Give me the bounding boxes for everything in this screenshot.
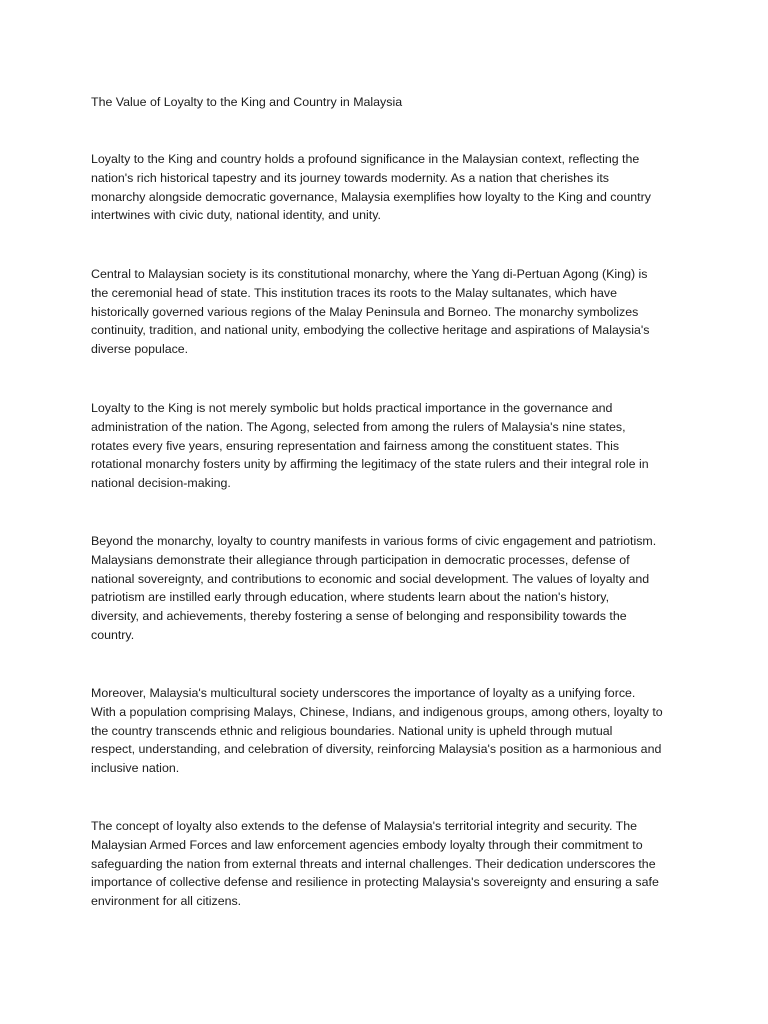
- paragraph-line: With a population comprising Malays, Chinese, Indians, and indigenous groups, among others, loyalty to: [91, 704, 663, 719]
- paragraph-line: safeguarding the nation from external threats and internal challenges. Their dedication underscores the: [91, 856, 656, 871]
- paragraph-constitutional-monarchy: [91, 265, 683, 359]
- paragraph-line: national sovereignty, and contributions to economic and social development. The values of loyalty and: [91, 571, 650, 586]
- paragraph-line: rotates every five years, ensuring representation and fairness among the constituent states. This: [91, 438, 620, 453]
- paragraph-loyalty-significance: [91, 150, 683, 225]
- paragraph-line: diversity, and achievements, thereby fostering a sense of belonging and responsibility towards the: [91, 609, 627, 624]
- paragraph-line: monarchy alongside democratic governance, Malaysia exemplifies how loyalty to the King and country: [91, 189, 651, 204]
- paragraph-line: inclusive nation.: [91, 761, 180, 776]
- document-title: The Value of Loyalty to the King and Country in Malaysia: [91, 95, 403, 109]
- paragraph-line: Malaysian Armed Forces and law enforcement agencies embody loyalty through their commitment to: [91, 837, 643, 852]
- paragraph-line: environment for all citizens.: [91, 894, 242, 909]
- paragraph-line: nation's rich historical tapestry and its journey towards modernity. As a nation that cherishes its: [91, 170, 609, 185]
- paragraph-line: Beyond the monarchy, loyalty to country manifests in various forms of civic engagement and patriotism.: [91, 534, 657, 548]
- paragraph-line: respect, understanding, and celebration of diversity, reinforcing Malaysia's position as a harmonious and: [91, 742, 662, 757]
- paragraph-line: Moreover, Malaysia's multicultural society underscores the importance of loyalty as a unifying force.: [91, 686, 636, 700]
- paragraph-line: the country transcends ethnic and religious boundaries. National unity is upheld through mutual: [91, 723, 613, 738]
- paragraph-line: Loyalty to the King and country holds a profound significance in the Malaysian context, reflecting the: [91, 152, 640, 166]
- paragraph-line: patriotism are instilled early through education, where students learn about the nation's history,: [91, 590, 610, 605]
- paragraph-line: Loyalty to the King is not merely symbolic but holds practical importance in the governance and: [91, 401, 613, 415]
- paragraph-line: Malaysians demonstrate their allegiance through participation in democratic processes, defense of: [91, 552, 630, 567]
- paragraph-line: continuity, tradition, and national unity, embodying the collective heritage and aspirations of Malaysia's: [91, 323, 650, 338]
- paragraph-line: diverse populace.: [91, 342, 189, 357]
- paragraph-multicultural-society: [91, 684, 683, 778]
- paragraph-line: country.: [91, 627, 135, 642]
- paragraph-practical-importance: [91, 399, 683, 493]
- paragraph-line: intertwines with civic duty, national identity, and unity.: [91, 208, 381, 223]
- paragraph-line: historically governed various regions of the Malay Peninsula and Borneo. The monarchy symbolizes: [91, 304, 639, 319]
- paragraph-line: rotational monarchy fosters unity by affirming the legitimacy of the state rulers and their integral role in: [91, 457, 649, 472]
- paragraph-defense-security: [91, 817, 683, 911]
- paragraph-line: national decision-making.: [91, 476, 231, 491]
- paragraph-line: administration of the nation. The Agong, selected from among the rulers of Malaysia's nine states,: [91, 419, 626, 434]
- paragraph-line: the ceremonial head of state. This institution traces its roots to the Malay sultanates, which have: [91, 285, 617, 300]
- paragraph-line: importance of collective defense and resilience in protecting Malaysia's sovereignty and ensuring a safe: [91, 875, 659, 890]
- paragraph-line: Central to Malaysian society is its constitutional monarchy, where the Yang di-Pertuan Agong (King) is: [91, 267, 648, 281]
- paragraph-line: The concept of loyalty also extends to the defense of Malaysia's territorial integrity and security. The: [91, 819, 637, 833]
- paragraph-civic-engagement: [91, 532, 683, 645]
